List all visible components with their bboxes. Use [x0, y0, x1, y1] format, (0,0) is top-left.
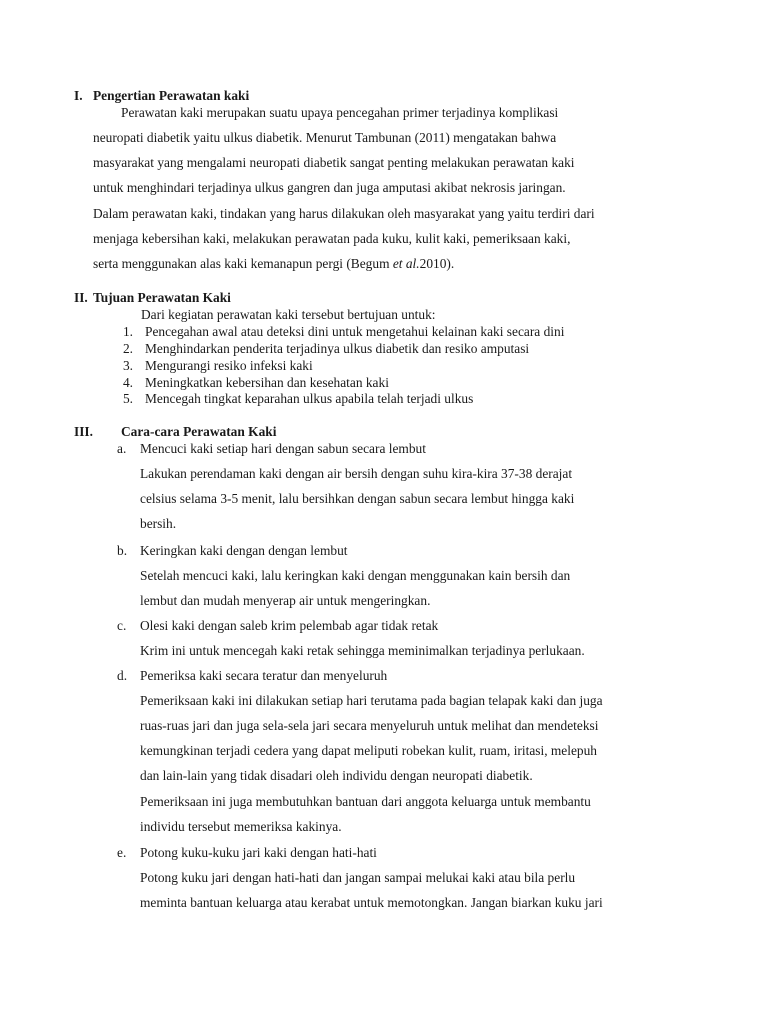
section-2-number: II. [74, 290, 88, 305]
section-1-line: untuk menghindari terjadinya ulkus gangren dan juga amputasi akibat nekrosis jaringan. [93, 180, 566, 195]
item-line: individu tersebut memeriksa kakinya. [140, 819, 342, 834]
section-1-number: I. [74, 88, 83, 103]
section-1-last-line [93, 256, 454, 272]
citation-year: 2010). [419, 256, 455, 271]
item-line: bersih. [140, 516, 177, 531]
list-number: 2. [122, 341, 133, 356]
section-1-line: Dalam perawatan kaki, tindakan yang harus dilakukan oleh masyarakat yang yaitu terdiri dari [93, 206, 595, 221]
item-line: ruas-ruas jari dan juga sela-sela jari secara menyeluruh untuk melihat dan mendeteksi [140, 718, 599, 733]
list-number: 4. [122, 375, 133, 390]
list-item: Menghindarkan penderita terjadinya ulkus diabetik dan resiko amputasi [145, 341, 530, 356]
item-letter: c. [117, 618, 127, 633]
list-number: 3. [122, 358, 133, 373]
list-item: Mengurangi resiko infeksi kaki [145, 358, 313, 373]
item-line: lembut dan mudah menyerap air untuk mengeringkan. [140, 593, 431, 608]
section-3-number: III. [74, 424, 93, 439]
section-2-heading: Tujuan Perawatan Kaki [93, 290, 231, 305]
item-line: celsius selama 3-5 menit, lalu bersihkan dengan sabun secara lembut hingga kaki [140, 491, 575, 506]
list-item: Pencegahan awal atau deteksi dini untuk mengetahui kelainan kaki secara dini [145, 324, 565, 339]
list-number: 1. [122, 324, 133, 339]
item-title: Olesi kaki dengan saleb krim pelembab agar tidak retak [140, 618, 439, 633]
item-title: Mencuci kaki setiap hari dengan sabun secara lembut [140, 441, 426, 456]
item-line: meminta bantuan keluarga atau kerabat untuk memotongkan. Jangan biarkan kuku jari [140, 895, 603, 910]
citation-italic: et al. [392, 256, 420, 271]
section-1-line: menjaga kebersihan kaki, melakukan perawatan pada kuku, kulit kaki, pemeriksaan kaki, [93, 231, 571, 246]
list-item: Meningkatkan kebersihan dan kesehatan kaki [145, 375, 389, 390]
item-line: Pemeriksaan kaki ini dilakukan setiap hari terutama pada bagian telapak kaki dan juga [140, 693, 603, 708]
item-title: Potong kuku-kuku jari kaki dengan hati-hati [140, 845, 377, 860]
item-line: dan lain-lain yang tidak disadari oleh individu dengan neuropati diabetik. [140, 768, 533, 783]
section-1-heading: Pengertian Perawatan kaki [93, 88, 250, 103]
item-title: Pemeriksa kaki secara teratur dan menyeluruh [140, 668, 388, 683]
item-line: Setelah mencuci kaki, lalu keringkan kaki dengan menggunakan kain bersih dan [140, 568, 571, 583]
item-line: Lakukan perendaman kaki dengan air bersih dengan suhu kira-kira 37-38 derajat [140, 466, 573, 481]
item-line: Pemeriksaan ini juga membutuhkan bantuan dari anggota keluarga untuk membantu [140, 794, 591, 809]
item-line: Potong kuku jari dengan hati-hati dan jangan sampai melukai kaki atau bila perlu [140, 870, 576, 885]
item-title: Keringkan kaki dengan dengan lembut [140, 543, 348, 558]
section-2-intro: Dari kegiatan perawatan kaki tersebut bertujuan untuk: [141, 307, 436, 322]
section-1-line: Perawatan kaki merupakan suatu upaya pencegahan primer terjadinya komplikasi [121, 105, 559, 120]
list-number: 5. [122, 391, 133, 406]
section-1-line: neuropati diabetik yaitu ulkus diabetik. Menurut Tambunan (2011) mengatakan bahwa [93, 130, 557, 145]
list-item: Mencegah tingkat keparahan ulkus apabila telah terjadi ulkus [145, 391, 474, 406]
item-letter: b. [117, 543, 128, 558]
section-3-heading: Cara-cara Perawatan Kaki [121, 424, 277, 439]
item-letter: d. [117, 668, 128, 683]
item-letter: a. [117, 441, 127, 456]
citation-text: serta menggunakan alas kaki kemanapun pergi (Begum [93, 256, 393, 271]
item-line: Krim ini untuk mencegah kaki retak sehingga meminimalkan terjadinya perlukaan. [140, 643, 585, 658]
section-1-line: masyarakat yang mengalami neuropati diabetik sangat penting melakukan perawatan kaki [93, 155, 575, 170]
item-line: kemungkinan terjadi cedera yang dapat meliputi robekan kulit, ruam, iritasi, melepuh [140, 743, 597, 758]
item-letter: e. [117, 845, 127, 860]
